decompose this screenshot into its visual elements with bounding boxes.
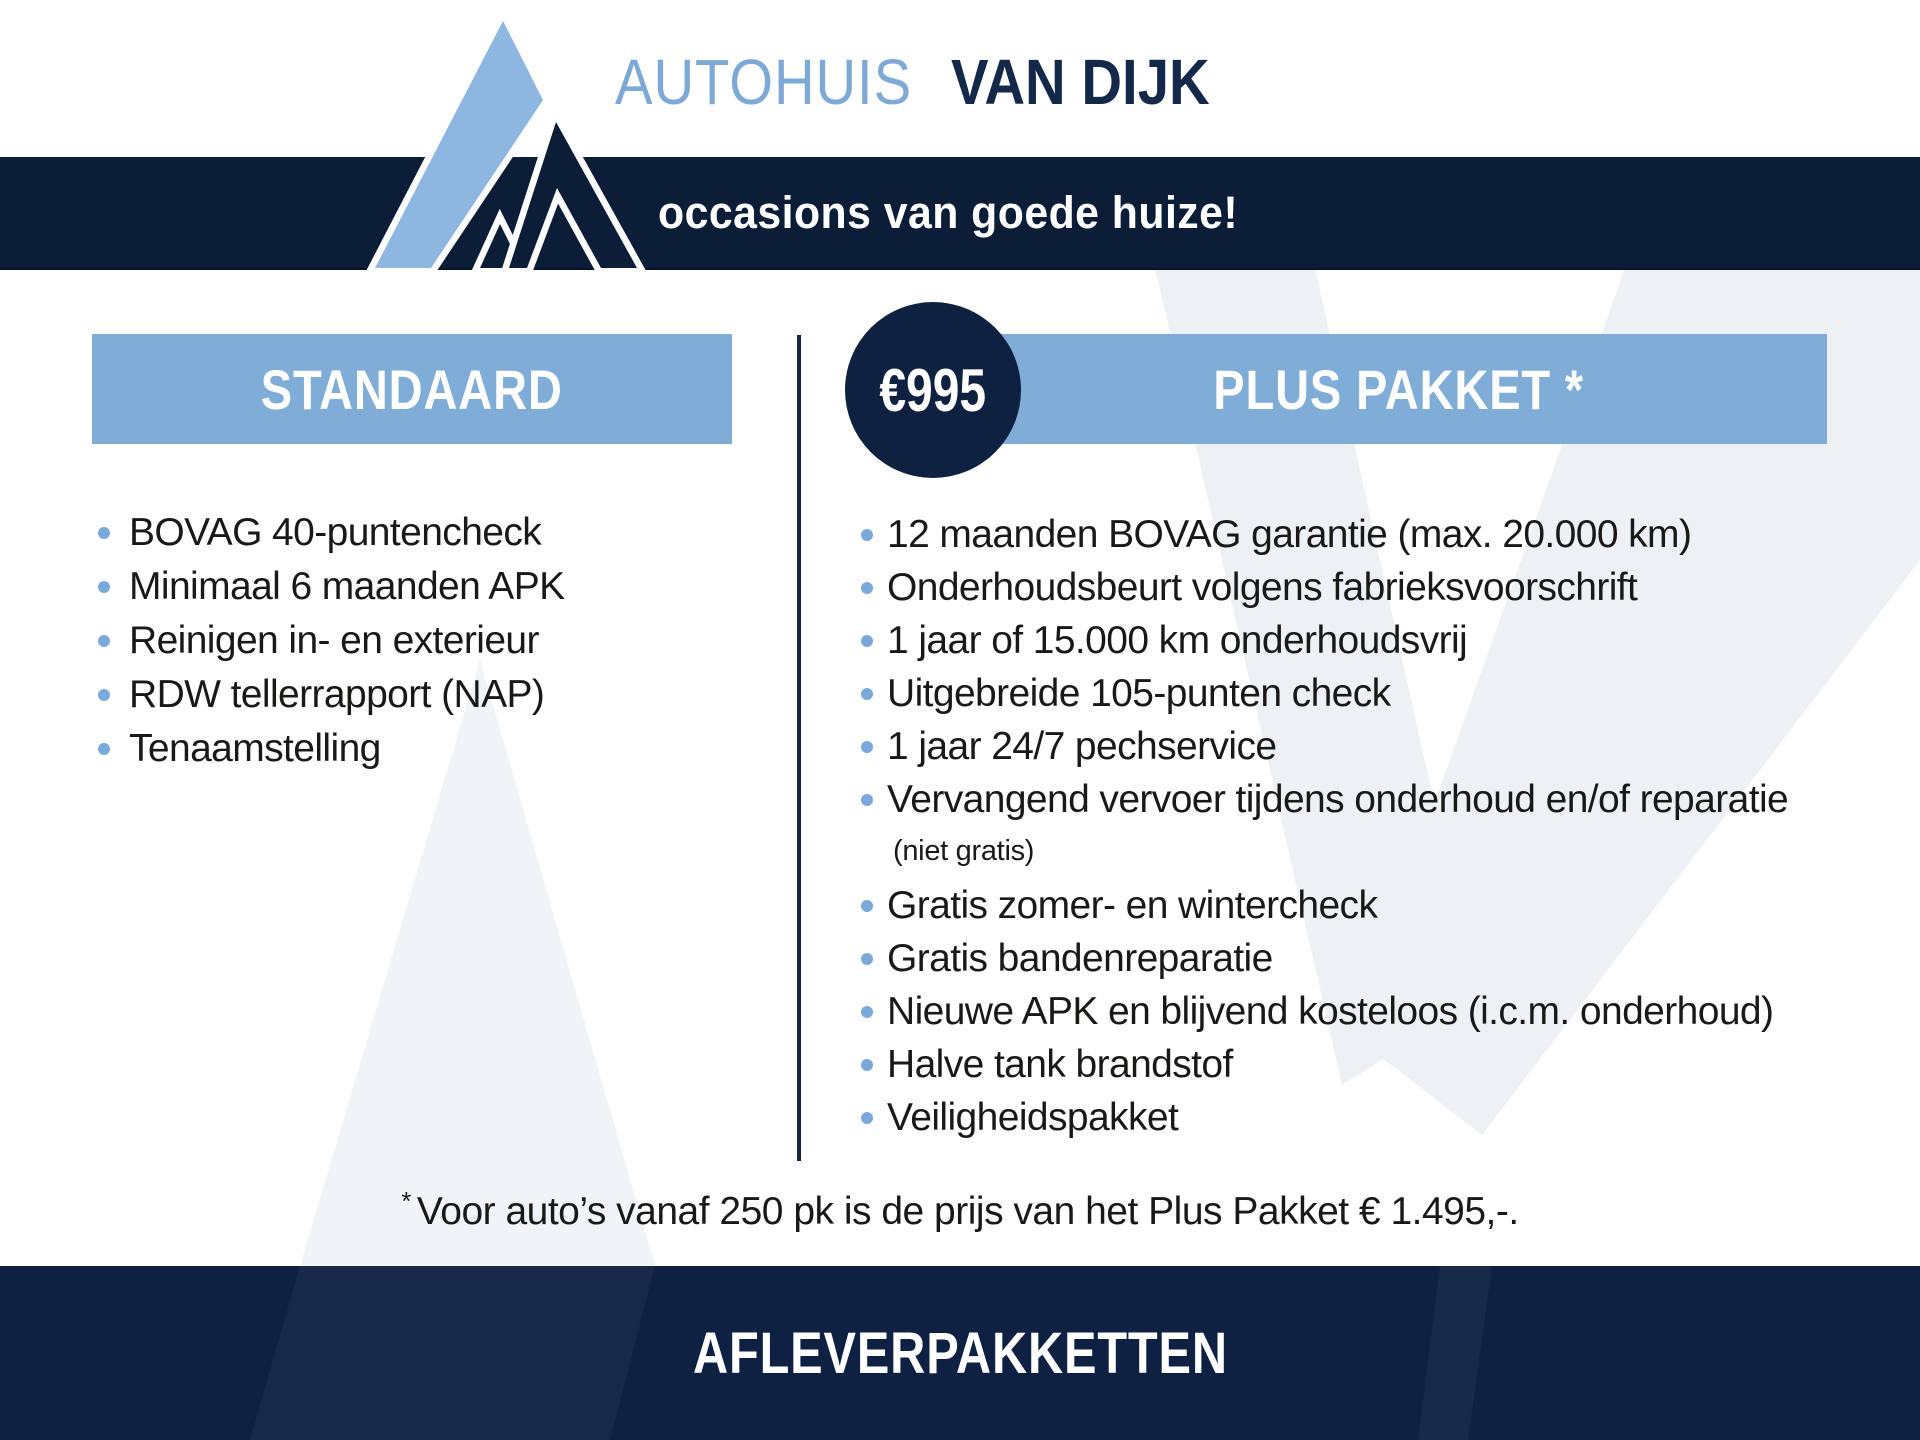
list-item-label: Gratis zomer- en wintercheck bbox=[887, 884, 1378, 927]
bullet-icon bbox=[861, 741, 873, 753]
list-item-label: Veiligheidspakket bbox=[887, 1096, 1179, 1139]
list-item-label: 12 maanden BOVAG garantie (max. 20.000 km) bbox=[887, 513, 1692, 556]
bullet-icon bbox=[861, 1059, 873, 1071]
plus-package-price: €995 bbox=[879, 356, 987, 424]
footnote-text: Voor auto’s vanaf 250 pk is de prijs van het Plus Pakket € 1.495,-. bbox=[416, 1190, 1519, 1233]
bullet-icon bbox=[861, 900, 873, 912]
list-item bbox=[847, 1038, 1857, 1091]
list-item-label: Gratis bandenreparatie bbox=[887, 937, 1273, 980]
list-item bbox=[847, 561, 1857, 614]
footnote-asterisk: * bbox=[401, 1186, 411, 1216]
list-item-note: (niet gratis) bbox=[893, 835, 1035, 867]
list-item-label: Halve tank brandstof bbox=[887, 1043, 1233, 1086]
list-item bbox=[847, 932, 1857, 985]
list-item-label: Tenaamstelling bbox=[129, 727, 381, 770]
column-divider bbox=[797, 335, 801, 1161]
footer-bar bbox=[0, 1266, 1920, 1440]
list-item-label: Onderhoudsbeurt volgens fabrieksvoorschrift bbox=[887, 566, 1638, 609]
plus-package-banner bbox=[900, 334, 1827, 444]
standard-package-list bbox=[84, 506, 744, 776]
list-item bbox=[847, 773, 1857, 826]
plus-package-price-badge bbox=[845, 302, 1021, 478]
plus-package-title: PLUS PAKKET * bbox=[1213, 357, 1584, 421]
list-item-label: Reinigen in- en exterieur bbox=[129, 619, 539, 662]
brand-name-bold: VAN DIJK bbox=[950, 46, 1210, 118]
bullet-icon bbox=[98, 689, 110, 701]
list-item-label: BOVAG 40-puntencheck bbox=[129, 511, 542, 554]
list-item bbox=[847, 614, 1857, 667]
standard-package-banner bbox=[92, 334, 732, 444]
price-footnote bbox=[0, 1186, 1920, 1234]
bullet-icon bbox=[861, 529, 873, 541]
bullet-icon bbox=[861, 635, 873, 647]
list-item bbox=[847, 985, 1857, 1038]
list-item bbox=[847, 1091, 1857, 1144]
list-item-label: Uitgebreide 105-punten check bbox=[887, 672, 1391, 715]
list-item bbox=[84, 506, 744, 560]
list-item bbox=[847, 667, 1857, 720]
plus-package-list bbox=[847, 508, 1857, 1144]
bullet-icon bbox=[861, 953, 873, 965]
bullet-icon bbox=[861, 1112, 873, 1124]
list-item bbox=[84, 614, 744, 668]
footer-watermark-shape-right bbox=[1418, 1266, 1492, 1440]
list-item bbox=[847, 508, 1857, 561]
list-item bbox=[847, 879, 1857, 932]
bullet-icon bbox=[861, 1006, 873, 1018]
bullet-icon bbox=[98, 581, 110, 593]
list-item-label: Vervangend vervoer tijdens onderhoud en/of reparatie bbox=[887, 778, 1789, 821]
list-item-label: 1 jaar 24/7 pechservice bbox=[887, 725, 1277, 768]
list-item bbox=[847, 720, 1857, 773]
list-item-label: Nieuwe APK en blijvend kosteloos (i.c.m. onderhoud) bbox=[887, 990, 1774, 1033]
bullet-icon bbox=[98, 527, 110, 539]
brand-name-light: AUTOHUIS bbox=[615, 46, 913, 118]
brand-tagline: occasions van goede huize! bbox=[658, 186, 1239, 238]
standard-package-title: STANDAARD bbox=[261, 357, 563, 421]
footer-watermark-shape-left bbox=[250, 1266, 655, 1440]
logo-main-triangle bbox=[509, 122, 637, 268]
list-item-label: RDW tellerrapport (NAP) bbox=[129, 673, 545, 716]
list-item-label: 1 jaar of 15.000 km onderhoudsvrij bbox=[887, 619, 1468, 662]
bullet-icon bbox=[861, 688, 873, 700]
list-item bbox=[84, 560, 744, 614]
footer-title: AFLEVERPAKKETTEN bbox=[692, 1320, 1228, 1386]
list-item bbox=[84, 668, 744, 722]
list-item-label: Minimaal 6 maanden APK bbox=[129, 565, 565, 608]
bullet-icon bbox=[98, 635, 110, 647]
brand-wordmark bbox=[615, 36, 1245, 128]
bullet-icon bbox=[98, 743, 110, 755]
bullet-icon bbox=[861, 582, 873, 594]
bullet-icon bbox=[861, 794, 873, 806]
list-item bbox=[84, 722, 744, 776]
